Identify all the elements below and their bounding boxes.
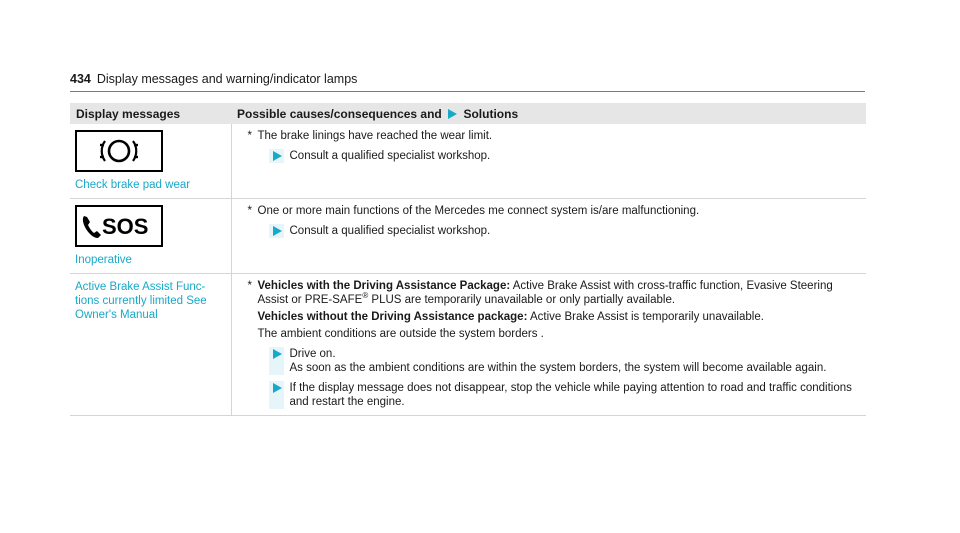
solution-text: As soon as the ambient conditions are within the system borders, the system will become available again.: [289, 362, 827, 374]
table-row: [70, 124, 866, 199]
cause-text: [242, 129, 859, 143]
solution-step: [269, 347, 859, 375]
table-row: [70, 274, 866, 416]
page-title: Display messages and warning/indicator lamps: [96, 72, 358, 86]
causes-cell: [231, 274, 866, 416]
message-cell: [70, 199, 231, 274]
arrow-right-icon: [448, 109, 457, 119]
arrow-right-icon: [269, 224, 284, 238]
column-header-messages: Display messages: [70, 103, 231, 124]
solution-step: [269, 149, 859, 163]
footnote-star: *: [247, 130, 252, 142]
cause-text-content: The brake linings have reached the wear limit.: [257, 130, 493, 142]
solution-text: Drive on.: [289, 348, 336, 360]
message-cell: [70, 274, 231, 416]
cause-text: [242, 279, 859, 307]
message-text: Inoperative: [75, 254, 132, 266]
table-header-row: [70, 103, 866, 124]
cause-heading: Vehicles with the Driving Assistance Package:: [257, 280, 511, 292]
causes-cell: [231, 199, 866, 274]
registered-mark: ®: [362, 291, 369, 301]
cause-text-content: PLUS are temporarily unavailable or only partially available.: [368, 294, 676, 306]
causes-cell: [231, 124, 866, 199]
solution-text: Consult a qualified specialist workshop.: [289, 225, 491, 237]
message-text-line: Owner's Manual: [75, 309, 158, 321]
cause-text-content: The ambient conditions are outside the system borders .: [257, 328, 544, 340]
cause-text-content: Active Brake Assist is temporarily unavailable.: [527, 311, 764, 323]
message-text: Check brake pad wear: [75, 179, 191, 191]
solution-text: If the display message does not disappear, stop the vehicle while paying attention to road and traffic conditions and restart the engine.: [289, 382, 852, 408]
column-header-solutions-label: Solutions: [463, 106, 519, 121]
message-text-line: Active Brake Assist Func-: [75, 281, 206, 293]
cause-text-content: One or more main functions of the Mercedes me connect system is/are malfunctioning.: [257, 205, 700, 217]
arrow-right-icon: [269, 381, 284, 409]
solution-step: [269, 381, 859, 409]
solution-step: [269, 224, 859, 238]
message-cell: [70, 124, 231, 199]
cause-text: [242, 310, 859, 324]
display-messages-table: [70, 103, 866, 416]
page-number: 434: [70, 72, 91, 86]
cause-text: [242, 327, 859, 341]
sos-icon-text: SOS: [102, 214, 149, 239]
column-header-causes-label: Possible causes/consequences and: [237, 106, 442, 121]
sos-call-icon: [75, 205, 163, 247]
message-text-line: tions currently limited See: [75, 295, 207, 307]
cause-text-content: Active Brake Assist with cross-traffic function, Evasive Steering Assist or PRE-SAFE: [257, 280, 833, 306]
cause-text: [242, 204, 859, 218]
page-header: [70, 72, 865, 92]
footnote-star: *: [247, 280, 252, 292]
arrow-right-icon: [269, 149, 284, 163]
brake-pad-wear-icon: [75, 130, 163, 172]
arrow-right-icon: [269, 347, 284, 375]
cause-heading: Vehicles without the Driving Assistance package:: [257, 311, 528, 323]
footnote-star: *: [247, 205, 252, 217]
column-header-causes: [231, 103, 866, 124]
solution-text: Consult a qualified specialist workshop.: [289, 150, 491, 162]
table-row: [70, 199, 866, 274]
